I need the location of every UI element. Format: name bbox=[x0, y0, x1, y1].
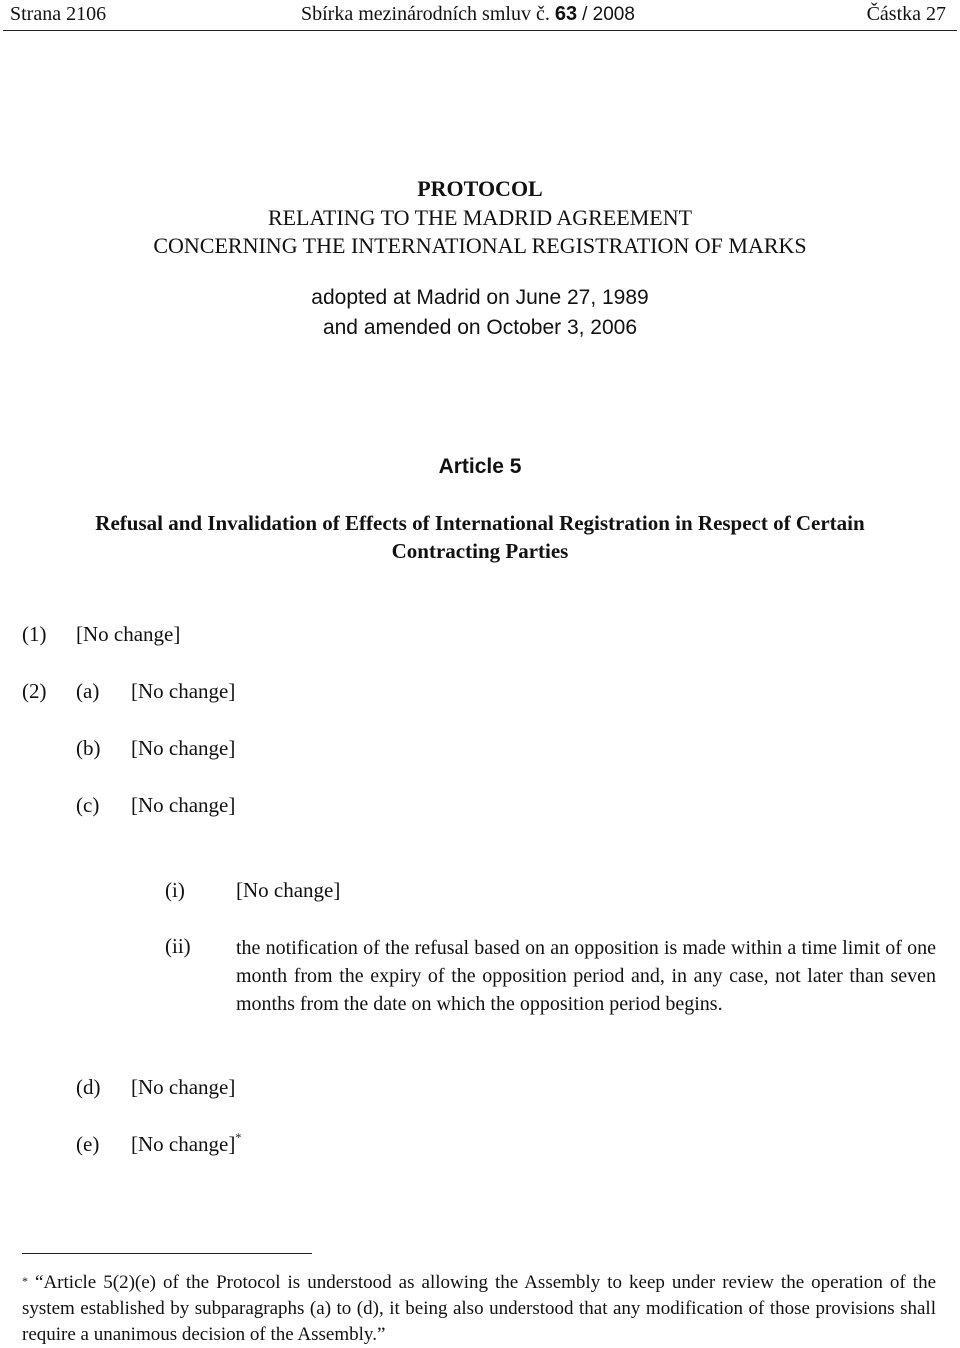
paragraph-2-label: (2) bbox=[22, 679, 47, 703]
subparagraph-a-label: (a) bbox=[76, 679, 100, 703]
document-title-line2: RELATING TO THE MADRID AGREEMENT bbox=[267, 205, 693, 230]
subparagraph-d-label: (d) bbox=[76, 1075, 101, 1099]
footnote-text: “Article 5(2)(e) of the Protocol is understood as allowing the Assembly to keep under review the operation of the system established by subparagraphs (a) to (d), it being also understood that any modification of those provisions shall require a unanimous decision of the Assembly.” bbox=[22, 1272, 936, 1345]
article-heading: Refusal and Invalidation of Effects of International Registration in Respect of Certain bbox=[95, 511, 865, 535]
document-title-line3: CONCERNING THE INTERNATIONAL REGISTRATION OF MARKS bbox=[153, 233, 807, 258]
document-title: PROTOCOL bbox=[417, 176, 543, 201]
subparagraph-d-text: [No change] bbox=[131, 1075, 236, 1099]
subparagraph-e bbox=[131, 1132, 241, 1157]
article-heading-line2: Contracting Parties bbox=[391, 539, 569, 563]
amendment-date: and amended on October 3, 2006 bbox=[322, 316, 638, 339]
paragraph-1-label: (1) bbox=[22, 622, 47, 646]
collection-title bbox=[301, 3, 635, 26]
issue-year: / 2008 bbox=[582, 4, 635, 25]
footnote-divider bbox=[22, 1253, 312, 1254]
item-c-ii-label: (ii) bbox=[165, 934, 191, 958]
subparagraph-b-text: [No change] bbox=[131, 736, 236, 760]
paragraph-1-text: [No change] bbox=[76, 622, 181, 646]
subparagraph-b-label: (b) bbox=[76, 736, 101, 760]
subparagraph-a-text: [No change] bbox=[131, 679, 236, 703]
item-c-ii-text: the notification of the refusal based on an opposition is made within a time limit of one month from the expiry of the opposition period and, in any case, not later than seven months from the date on which the opposition period begins. bbox=[236, 937, 936, 1015]
footnote bbox=[22, 1270, 936, 1348]
subparagraph-e-text: [No change] bbox=[131, 1132, 236, 1156]
page-number: Strana 2106 bbox=[10, 3, 107, 25]
collection-prefix: Sbírka mezinárodních smluv č. bbox=[301, 3, 550, 25]
header-divider bbox=[3, 30, 957, 31]
subparagraph-c-text: [No change] bbox=[131, 793, 236, 817]
adoption-date: adopted at Madrid on June 27, 1989 bbox=[311, 286, 649, 309]
subparagraph-e-label: (e) bbox=[76, 1132, 100, 1156]
footnote-reference[interactable]: * bbox=[235, 1130, 242, 1144]
subparagraph-c-label: (c) bbox=[76, 793, 100, 817]
part-number: Částka 27 bbox=[866, 3, 946, 25]
item-c-i-text: [No change] bbox=[236, 878, 341, 902]
article-number: Article 5 bbox=[438, 455, 522, 478]
footnote-mark: * bbox=[22, 1274, 28, 1288]
item-c-i-label: (i) bbox=[165, 878, 185, 902]
issue-number: 63 bbox=[554, 3, 578, 25]
